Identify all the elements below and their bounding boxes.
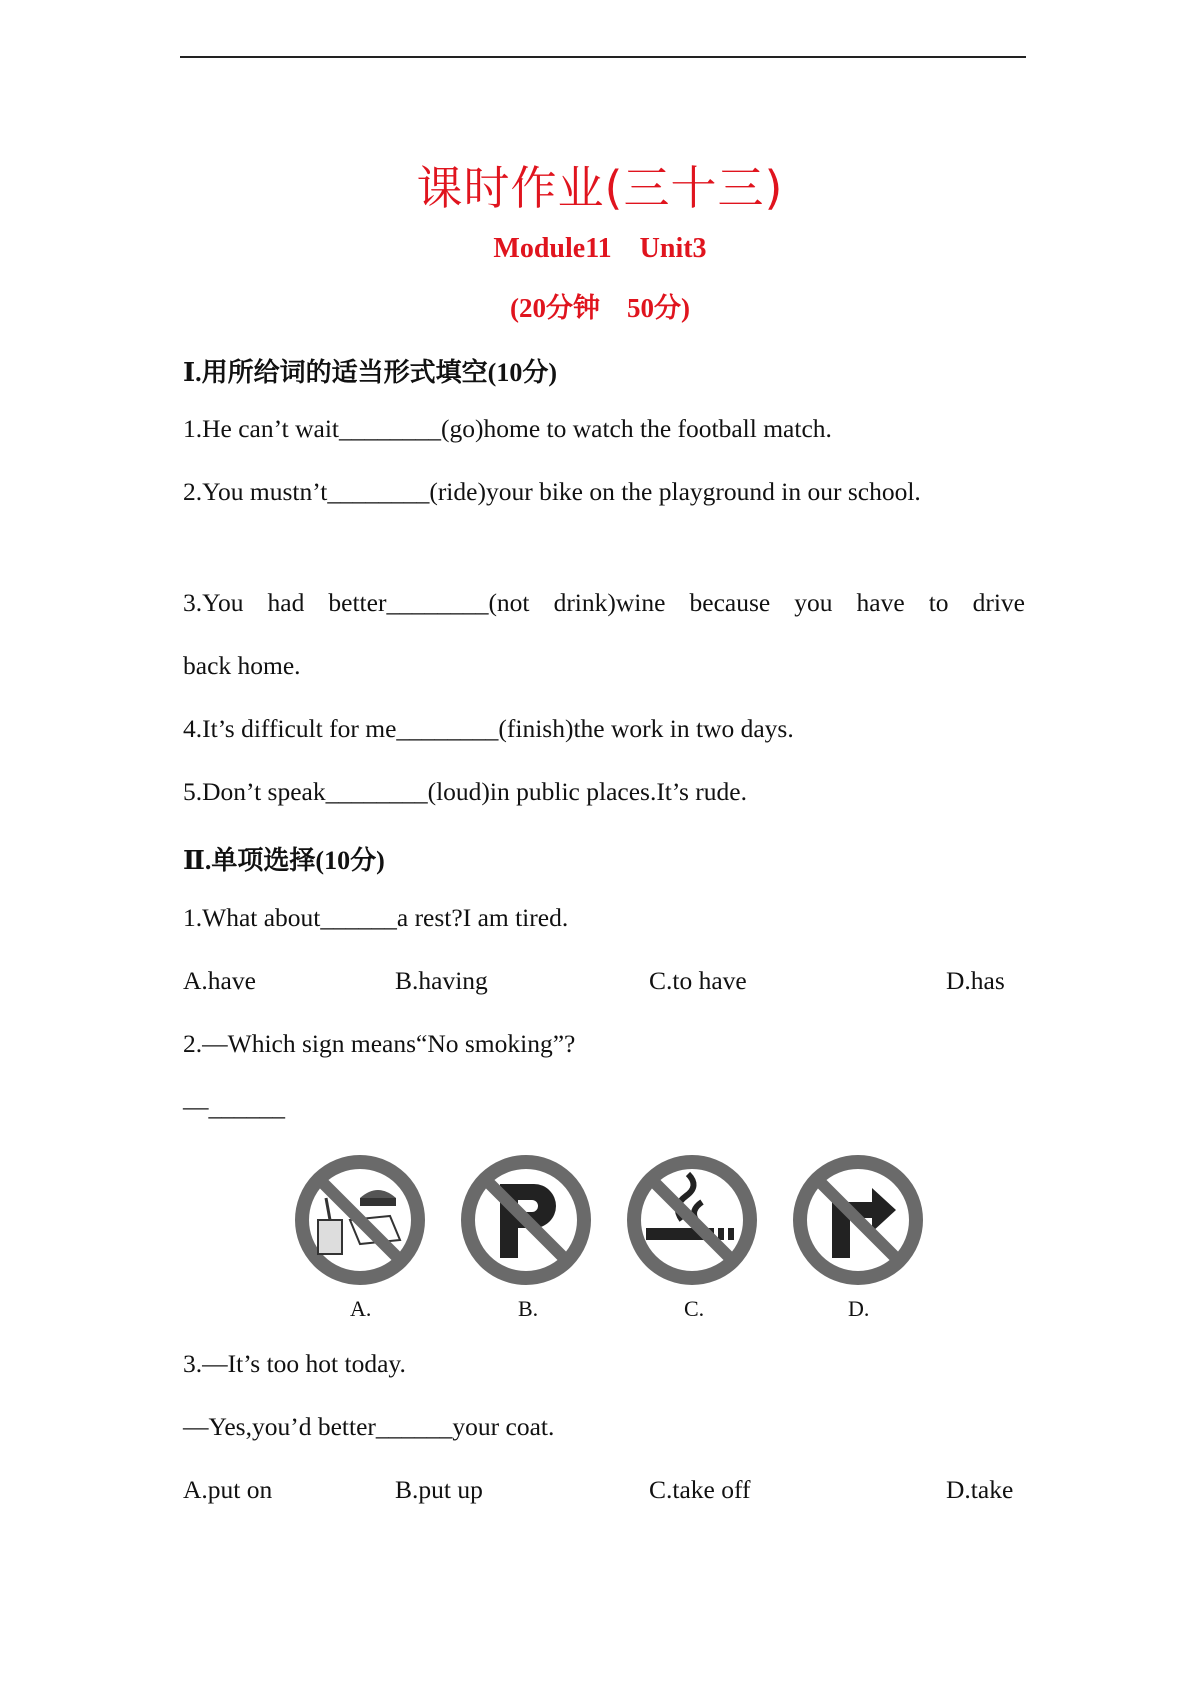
s2-question-3: 3.—It’s too hot today. bbox=[183, 1349, 406, 1378]
no-smoking-sign-icon bbox=[622, 1150, 762, 1290]
no-parking-sign-icon bbox=[456, 1150, 596, 1290]
s1-question-2: 2.You mustn’t________(ride)your bike on the playground in our school. bbox=[183, 477, 921, 506]
no-food-sign-icon bbox=[290, 1150, 430, 1290]
option-b: B.put up bbox=[395, 1475, 483, 1504]
s1-question-3: 3.You had better________(not drink)wine because you have to drive bbox=[183, 588, 1025, 617]
s2-question-2: 2.—Which sign means“No smoking”? bbox=[183, 1029, 576, 1058]
s1-question-4: 4.It’s difficult for me________(finish)the work in two days. bbox=[183, 714, 794, 743]
option-c: C.take off bbox=[649, 1475, 751, 1504]
time-score: (20分钟 50分) bbox=[510, 293, 690, 323]
s1-question-1: 1.He can’t wait________(go)home to watch the football match. bbox=[183, 414, 832, 443]
s1-question-3-cont: back home. bbox=[183, 651, 301, 680]
s2-question-3-reply: —Yes,you’d better______your coat. bbox=[183, 1412, 555, 1441]
module-subtitle: Module11 Unit3 bbox=[493, 233, 707, 264]
s2-question-1: 1.What about______a rest?I am tired. bbox=[183, 903, 569, 932]
s2-question-2-answer: —______ bbox=[183, 1092, 285, 1121]
sign-label-a: A. bbox=[350, 1296, 372, 1321]
no-right-turn-sign-icon bbox=[788, 1150, 928, 1290]
option-c: C.to have bbox=[649, 966, 747, 995]
sign-label-c: C. bbox=[684, 1296, 705, 1321]
sign-label-b: B. bbox=[518, 1296, 539, 1321]
option-a: A.have bbox=[183, 966, 256, 995]
page-title: 课时作业(三十三) bbox=[416, 161, 784, 215]
header-rule bbox=[180, 56, 1026, 58]
s1-question-5: 5.Don’t speak________(loud)in public places.It’s rude. bbox=[183, 777, 747, 806]
option-d: D.has bbox=[946, 966, 1005, 995]
option-d: D.take bbox=[946, 1475, 1014, 1504]
option-b: B.having bbox=[395, 966, 488, 995]
section-2-heading: Ⅱ.单项选择(10分) bbox=[183, 846, 385, 875]
signs-figure bbox=[290, 1150, 930, 1320]
option-a: A.put on bbox=[183, 1475, 273, 1504]
section-1-heading: Ⅰ.用所给词的适当形式填空(10分) bbox=[183, 358, 557, 387]
sign-label-d: D. bbox=[848, 1296, 870, 1321]
